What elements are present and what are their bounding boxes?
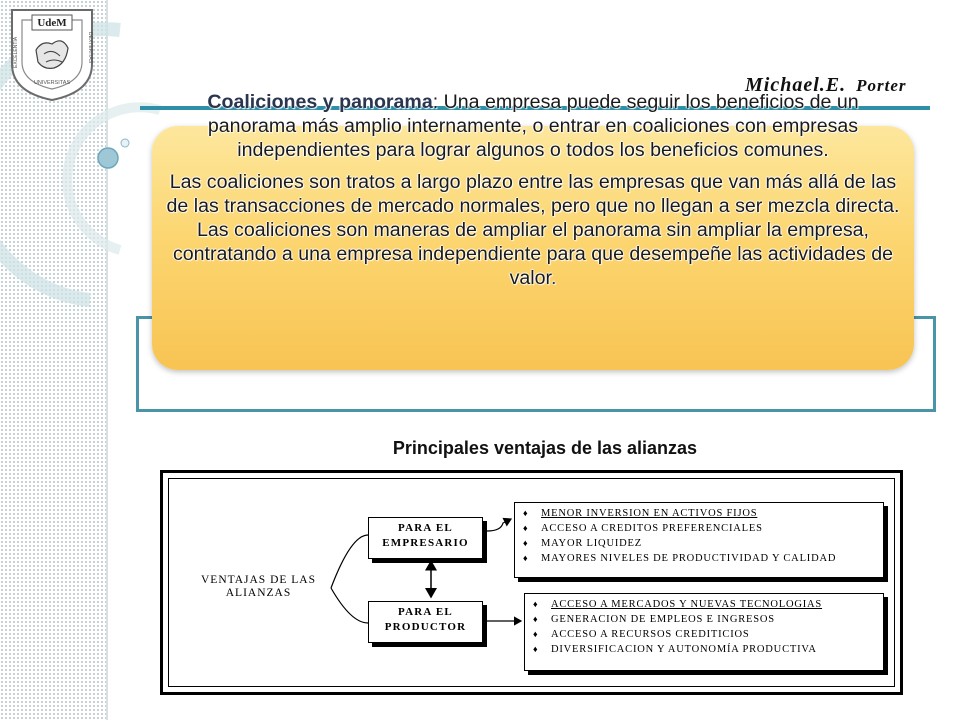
node-empresario-line-2: EMPRESARIO	[382, 537, 469, 549]
paragraph-2-end: .	[550, 267, 557, 289]
diamond-bullet-icon: ♦	[533, 644, 539, 654]
list-item: ♦ MAYORES NIVELES DE PRODUCTIVIDAD Y CALIDAD	[523, 553, 837, 564]
logo-ring-left: EXCELENTIA	[13, 36, 19, 68]
university-logo	[6, 6, 98, 102]
node-productor-line-1: PARA EL	[398, 606, 453, 618]
bubble-large	[98, 148, 118, 168]
bubble-small	[121, 139, 129, 147]
diamond-bullet-icon: ♦	[523, 508, 529, 518]
author-surname: Porter	[856, 76, 907, 95]
root-node-label	[191, 574, 326, 600]
benefits-list-productor	[524, 593, 884, 671]
author-initials: Michael.E.	[745, 74, 847, 96]
diamond-bullet-icon: ♦	[523, 523, 529, 533]
node-empresario-line-1: PARA EL	[398, 522, 453, 534]
connector-empresario-list	[487, 519, 511, 531]
diamond-bullet-icon: ♦	[523, 538, 529, 548]
logo-ring-right: DEXTERITAS	[87, 32, 93, 64]
list-item: ♦ GENERACION DE EMPLEOS E INGRESOS	[533, 614, 775, 625]
key-term: Coaliciones y panorama	[207, 91, 433, 113]
list-item: ♦ ACCESO A MERCADOS Y NUEVAS TECNOLOGIAS	[533, 599, 823, 610]
benefits-list-empresario	[514, 502, 884, 578]
connector-root-empresario	[331, 535, 368, 588]
connector-root-productor	[331, 588, 368, 623]
list-item: ♦ ACCESO A CREDITOS PREFERENCIALES	[523, 523, 763, 534]
diamond-bullet-icon: ♦	[533, 614, 539, 624]
list-item: ♦ MENOR INVERSION EN ACTIVOS FIJOS	[523, 508, 758, 519]
logo-monogram: UdeM	[37, 17, 67, 29]
list-item: ♦ DIVERSIFICACION Y AUTONOMÍA PRODUCTIVA	[533, 644, 817, 655]
paragraph-definition	[166, 170, 900, 290]
diamond-bullet-icon: ♦	[533, 599, 539, 609]
root-line-2: ALIANZAS	[225, 587, 292, 599]
alliances-diagram	[160, 470, 903, 695]
diagram-title: Principales ventajas de las alianzas	[392, 438, 698, 458]
body-text	[166, 90, 900, 290]
paragraph-2-text: Las coaliciones son tratos a largo plazo entre las empresas que van más allá de las de las transacciones de mercado normales, pero que no llegan a ser mezcla directa. Las coaliciones son maneras de ampliar el panorama sin ampliar la empresa, contratando a una empresa independiente para que desempeñe las actividades de valor	[166, 171, 900, 289]
diamond-bullet-icon: ♦	[523, 553, 529, 563]
paragraph-1-text: : Una empresa puede seguir los beneficios de un panorama más amplio internamente, o entrar en coaliciones con empresas independientes para lograr algunos o todos los beneficios comunes.	[207, 91, 859, 161]
diamond-bullet-icon: ♦	[533, 629, 539, 639]
list-item: ♦ MAYOR LIQUIDEZ	[523, 538, 642, 549]
list-item: ♦ ACCESO A RECURSOS CREDITICIOS	[533, 629, 750, 640]
logo-ring-bottom: UNIVERSITAS	[33, 80, 71, 86]
node-productor	[368, 601, 483, 643]
node-productor-line-2: PRODUCTOR	[384, 621, 467, 633]
root-line-1: VENTAJAS DE LAS	[200, 574, 317, 586]
paragraph-coaliciones	[166, 90, 900, 162]
node-empresario	[368, 517, 483, 559]
